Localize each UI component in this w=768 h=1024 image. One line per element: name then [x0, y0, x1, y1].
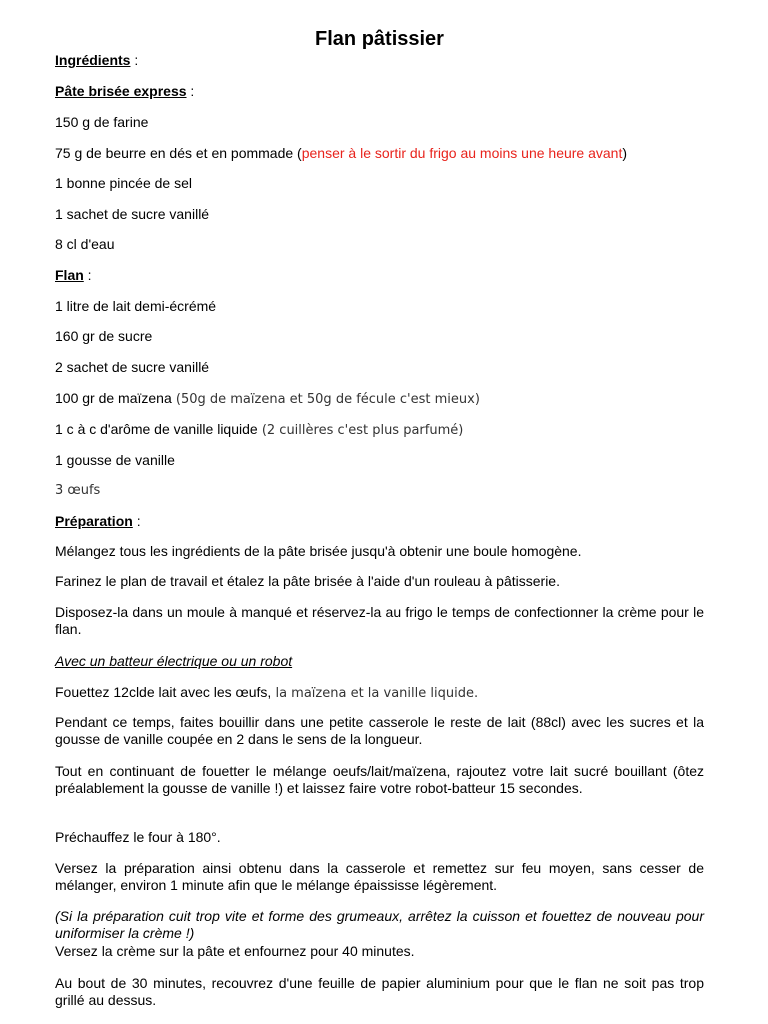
colon: :	[83, 267, 92, 283]
maizena-text: 100 gr de maïzena	[55, 390, 172, 406]
ingredient-item-oeufs: 3 œufs	[55, 483, 101, 498]
preparation-heading: Préparation	[55, 513, 133, 529]
butter-text: 75 g de beurre en dés et en pommade (	[55, 145, 302, 161]
butter-close: )	[622, 145, 628, 161]
step-paragraph-whisk	[55, 684, 704, 702]
page-title: Flan pâtissier	[315, 28, 444, 50]
flan-heading-line	[55, 267, 704, 284]
ingredient-item: 1 sachet de sucre vanillé	[55, 206, 210, 222]
method-subheading: Avec un batteur électrique ou un robot	[55, 653, 293, 669]
step-paragraph: Farinez le plan de travail et étalez la pâte brisée à l'aide d'un rouleau à pâtisserie.	[55, 573, 560, 589]
ingredients-heading: Ingrédients	[55, 52, 131, 68]
butter-note: penser à le sortir du frigo au moins une heure avant	[301, 145, 623, 161]
flan-heading: Flan	[55, 267, 84, 283]
step-paragraph: Au bout de 30 minutes, recouvrez d'une feuille de papier aluminium pour que le flan ne soit pas trop grillé au dessus.	[55, 975, 704, 1008]
step-paragraph: Préchauffez le four à 180°.	[55, 829, 221, 845]
ingredient-item: 1 gousse de vanille	[55, 452, 175, 468]
ingredient-item: 160 gr de sucre	[55, 328, 153, 344]
step-paragraph: Tout en continuant de fouetter le mélange oeufs/lait/maïzena, rajoutez votre lait sucré bouillant (ôtez préalablement la gousse de vanille !) et laissez faire votre robot-batteur 15 secondes.	[55, 763, 704, 796]
preparation-heading-line	[55, 513, 704, 530]
ingredient-item: 1 litre de lait demi-écrémé	[55, 298, 217, 314]
ingredient-item-maizena	[55, 390, 704, 408]
step-paragraph: Versez la crème sur la pâte et enfournez pour 40 minutes.	[55, 943, 415, 959]
whisk-alt-text: la maïzena et la vanille liquide.	[271, 686, 479, 701]
step-paragraph: Pendant ce temps, faites bouillir dans une petite casserole le reste de lait (88cl) avec les sucres et la gousse de vanille coupée en 2 dans le sens de la longueur.	[55, 714, 704, 747]
ingredient-item: 150 g de farine	[55, 114, 149, 130]
ingredient-item-arome	[55, 421, 704, 439]
step-note: (Si la préparation cuit trop vite et forme des grumeaux, arrêtez la cuisson et fouettez de nouveau pour uniformiser la crème !)	[55, 908, 704, 941]
pate-heading-line	[55, 83, 704, 100]
pate-heading: Pâte brisée express	[55, 83, 187, 99]
ingredients-heading-line	[55, 52, 704, 69]
colon: :	[132, 513, 141, 529]
ingredient-item: 2 sachet de sucre vanillé	[55, 359, 210, 375]
step-paragraph: Disposez-la dans un moule à manqué et réservez-la au frigo le temps de confectionner la crème pour le flan.	[55, 604, 704, 637]
ingredient-item-butter	[55, 145, 704, 162]
colon: :	[186, 83, 195, 99]
step-paragraph: Versez la préparation ainsi obtenu dans la casserole et remettez sur feu moyen, sans cesser de mélanger, environ 1 minute afin que le mélange épaississe légèrement.	[55, 860, 704, 893]
ingredient-item: 1 bonne pincée de sel	[55, 175, 192, 191]
colon: :	[130, 52, 139, 68]
arome-text: 1 c à c d'arôme de vanille liquide	[55, 421, 258, 437]
maizena-note: (50g de maïzena et 50g de fécule c'est mieux)	[171, 392, 480, 407]
step-paragraph: Mélangez tous les ingrédients de la pâte brisée jusqu'à obtenir une boule homogène.	[55, 543, 582, 559]
arome-note: (2 cuillères c'est plus parfumé)	[257, 423, 464, 438]
whisk-text: Fouettez 12clde lait avec les œufs,	[55, 684, 272, 700]
ingredient-item: 8 cl d'eau	[55, 236, 115, 252]
